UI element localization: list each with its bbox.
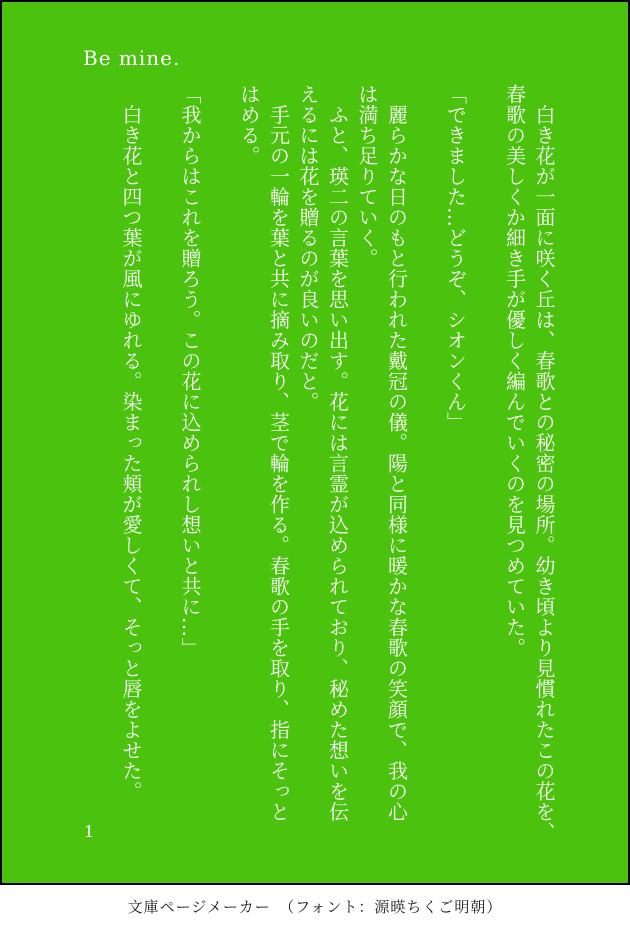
- text-line: は満ち足りていく。: [355, 84, 379, 269]
- text-line: [470, 84, 500, 844]
- page-number: 1: [84, 822, 95, 841]
- page-title: Be mine.: [83, 46, 181, 70]
- generator-caption: 文庫ページメーカー （フォント：源暎ちくご明朝）: [127, 898, 503, 916]
- text-line: 白き花と四つ葉が風にゆれる。染まった頬が愛しくて、そっと唇をよせた。: [119, 84, 143, 802]
- text-line: [204, 84, 234, 844]
- text-line: ふと、瑛二の言葉を思い出す。花には言霊が込められており、秘めた想いを伝: [325, 84, 350, 822]
- text-line: 「我からはこれを贈ろう。この花に込められし想いと共に…」: [178, 84, 202, 658]
- text-line: [411, 84, 441, 844]
- footer-caption-bar: [0, 885, 630, 928]
- text-line: 手元の一輪を葉と共に摘み取り、茎で輪を作る。春歌の手を取り、指にそっと: [266, 84, 291, 822]
- text-line: えるには花を贈るのが良いのだと。: [296, 84, 320, 412]
- text-line: はめる。: [237, 84, 261, 166]
- text-line: 「できました…どうぞ、シオンくん」: [443, 84, 468, 433]
- story-text: [116, 84, 559, 844]
- text-line: 春歌の美しくか細き手が優しく編んでいくのを見つめていた。: [502, 84, 527, 658]
- text-line: 白き花が一面に咲く丘は、春歌との秘密の場所。幼き頃より見慣れたこの花を、: [532, 84, 556, 843]
- text-line: [145, 84, 175, 844]
- text-line: 麗らかな日のもと行われた戴冠の儀。陽と同様に暖かな春歌の笑顔で、我の心: [384, 84, 409, 822]
